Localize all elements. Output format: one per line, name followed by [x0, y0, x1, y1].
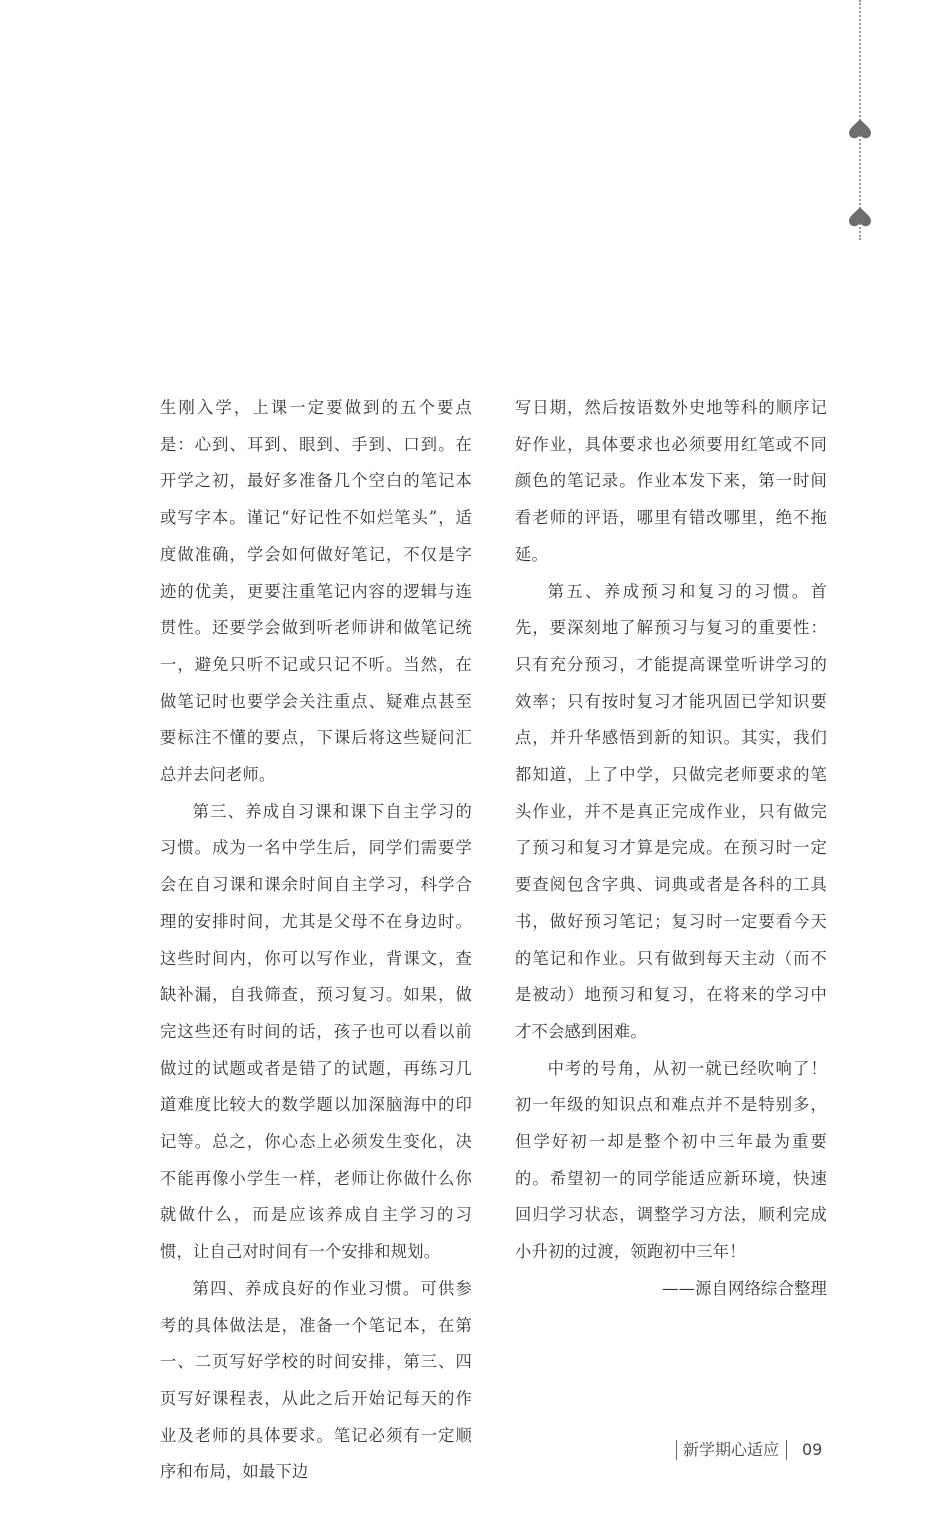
footer-divider	[786, 1440, 787, 1460]
page-number: 09	[802, 1440, 823, 1459]
source-attribution: ——源自网络综合整理	[662, 1278, 827, 1298]
paragraph: 第四、养成良好的作业习惯。可供参考的具体做法是，准备一个笔记本，在第一、二页写好学校的时间安排，第三、四页写好课程表，从此之后开始记每天的作业及老师的具体要求。笔记必须有一定顺序和布局，如最下边	[160, 1278, 472, 1482]
paragraph: 中考的号角，从初一就已经吹响了！初一年级的知识点和难点并不是特别多，但学好初一却是整个初中三年最为重要的。希望初一的同学能适应新环境，快速回归学习状态，调整学习方法，顺利完成小升初的过渡，领跑初中三年！	[515, 1058, 827, 1262]
paragraph: 写日期，然后按语数外史地等科的顺序记好作业，具体要求也必须要用红笔或不同颜色的笔记录。作业本发下来，第一时间看老师的评语，哪里有错改哪里，绝不拖延。	[515, 398, 827, 564]
footer-section-title: 新学期心适应	[683, 1440, 780, 1459]
footer-divider	[676, 1440, 677, 1460]
paragraph: 生刚入学，上课一定要做到的五个要点是：心到、耳到、眼到、手到、口到。在开学之初，最好多准备几个空白的笔记本或写字本。谨记“好记性不如烂笔头”，适度做准确，学会如何做好笔记，不仅是字迹的优美，更要注重笔记内容的逻辑与连贯性。还要学会做到听老师讲和做笔记统一，避免只听不记或只记不听。当然，在做笔记时也要学会关注重点、疑难点甚至要标注不懂的要点，下课后将这些疑问汇总并去问老师。	[160, 398, 472, 785]
heart-icon	[846, 117, 874, 145]
right-text-column	[515, 390, 827, 1308]
page-footer	[672, 1437, 852, 1463]
paragraph: 第三、养成自习课和课下自主学习的习惯。成为一名中学生后，同学们需要学会在自习课和课余时间自主学习，科学合理的安排时间，尤其是父母不在身边时。这些时间内，你可以写作业，背课文，查缺补漏，自我筛查，预习复习。如果，做完这些还有时间的话，孩子也可以看以前做过的试题或者是错了的试题，再练习几道难度比较大的数学题以加深脑海中的印记等。总之，你心态上必须发生变化，决不能再像小学生一样，老师让你做什么你就做什么，而是应该养成自主学习的习惯，让自己对时间有一个安排和规划。	[160, 801, 472, 1262]
left-text-column	[160, 390, 472, 1491]
heart-icon	[846, 205, 874, 233]
paragraph: 第五、养成预习和复习的习惯。首先，要深刻地了解预习与复习的重要性：只有充分预习，才能提高课堂听讲学习的效率；只有按时复习才能巩固已学知识要点，并升华感悟到新的知识。其实，我们都知道，上了中学，只做完老师要求的笔头作业，并不是真正完成作业，只有做完了预习和复习才算是完成。在预习时一定要查阅包含字典、词典或者是各科的工具书，做好预习笔记；复习时一定要看今天的笔记和作业。只有做到每天主动（而不是被动）地预习和复习，在将来的学习中才不会感到困难。	[515, 581, 827, 1041]
